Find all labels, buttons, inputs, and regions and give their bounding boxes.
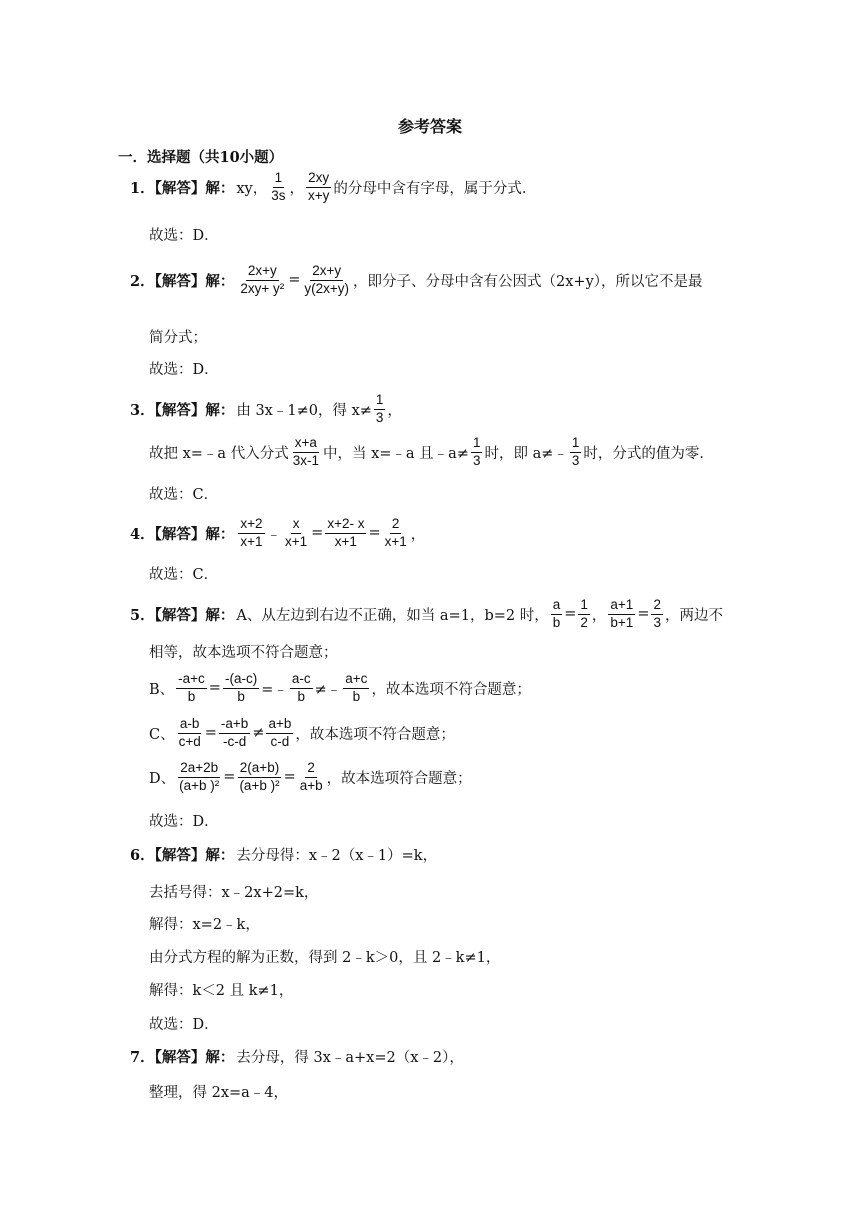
q4-fraction-3: $\frac{x+2- x}{x+1}$ [327, 515, 365, 549]
q5-fraction-a2: $\frac{1}{2}$ [580, 596, 588, 630]
q1-line: 1．【解答】解： xy， $\frac{1}{3s}$ ， $\frac{2xy}{x+y}$ 的分母中含有字母，属于分式． [130, 169, 537, 203]
q5-fraction-c1: $\frac{a-b}{c+d}$ [178, 715, 201, 749]
q5-fraction-c3: $\frac{a+b}{c-d}$ [268, 715, 292, 749]
q6-line-1: 6．【解答】解： 去分母得：x﹣2（x﹣1）=k， [130, 847, 438, 864]
q5-fraction-a4: $\frac{2}{3}$ [653, 596, 661, 630]
q5-line-c: C、 $\frac{a-b}{c+d}$ = $\frac{-a+b}{-c-d}$ ≠ $\frac{a+b}{c-d}$ ，故本选项不符合题意； [149, 715, 455, 749]
q5-line-b: B、 $\frac{-a+c}{b}$ = $\frac{-(a-c)}{b}$ =﹣ $\frac{a-c}{b}$ ≠﹣ $\frac{a+c}{b}$ ，故本选项不符合题意； [149, 670, 531, 704]
q2-tail: ，即分子、分母中含有公因式（2x+y），所以它不是最 [353, 273, 703, 290]
q5-fraction-b4: $\frac{a+c}{b}$ [345, 670, 368, 704]
q5-fraction-a3: $\frac{a+1}{b+1}$ [610, 596, 634, 630]
q5-fraction-a1: $\frac{a}{b}$ [552, 596, 561, 630]
q5-fraction-b1: $\frac{-a+c}{b}$ [178, 670, 205, 704]
page-title: 参考答案 [397, 117, 462, 136]
q3-line-1: 3．【解答】解： 由 3x﹣1≠0，得 x≠ $\frac{1}{3}$ ， [130, 391, 402, 425]
q4-fraction-4: $\frac{2}{x+1}$ [384, 515, 407, 549]
q7-line-1: 7．【解答】解： 去分母，得 3x﹣a+x=2（x﹣2）， [130, 1049, 464, 1066]
section-heading: 一．选择题（共10小题） [118, 149, 284, 166]
q2-fraction-2: $\frac{2x+y}{y(2x+y)}$ [304, 262, 350, 296]
q1-text: xy， [236, 180, 268, 197]
q4-fraction-1: $\frac{x+2}{x+1}$ [240, 515, 263, 549]
q2-fraction-1: $\frac{2x+y}{\text{2xy+ y²}}$ [240, 262, 285, 296]
q5-fraction-d1: $\frac{2a+2b}{\text{(a+b )²}}$ [179, 759, 220, 793]
q5-line-a-cont: 相等，故本选项不符合题意； [149, 645, 338, 661]
q6-line-5: 解得：k＜2 且 k≠1， [149, 983, 294, 999]
q5-fraction-d2: $\frac{2(a+b)}{\text{(a+b )²}}$ [239, 759, 280, 793]
q1-fraction-2: $\frac{2xy}{x+y}$ [307, 169, 330, 203]
q2-continuation: 简分式； [149, 330, 207, 346]
q5-fraction-b2: $\frac{-(a-c)}{b}$ [224, 670, 258, 704]
q3-fraction-1: $\frac{1}{3}$ [375, 391, 384, 425]
q3-fraction-4: $\frac{1}{3}$ [571, 434, 580, 468]
q3-fraction-2: $\frac{x+a}{3x-1}$ [292, 434, 319, 468]
q3-answer: 故选：C． [149, 487, 219, 503]
q5-fraction-d3: $\frac{2}{a+b}$ [299, 759, 323, 793]
q1-fraction-1: $\frac{1}{3s}$ [271, 169, 286, 203]
q5-fraction-b3: $\frac{a-c}{b}$ [291, 670, 311, 704]
q4-line: 4．【解答】解： $\frac{x+2}{x+1}$ ﹣ $\frac{x}{x+1}$ = $\frac{x+2- x}{x+1}$ = $\frac{2}{x+1}$ ， [130, 515, 426, 549]
q1-tail: 的分母中含有字母，属于分式． [333, 180, 537, 197]
q4-fraction-2: $\frac{x}{x+1}$ [285, 515, 308, 549]
q2-answer: 故选：D． [149, 362, 219, 378]
q1-number: 1．【解答】解： [130, 179, 235, 197]
q6-line-4: 由分式方程的解为正数，得到 2﹣k＞0，且 2﹣k≠1， [149, 950, 501, 966]
q6-line-3: 解得：x=2﹣k， [149, 917, 260, 933]
q3-line-2: 故把 x=﹣a 代入分式 $\frac{x+a}{3x-1}$ 中，当 x=﹣a 且﹣a≠ $\frac{1}{3}$ 时，即 a≠﹣ $\frac{1}{3}$ 时，分式的值为零． [149, 434, 714, 468]
q5-line-a: 5．【解答】解： A、从左边到右边不正确，如当 a=1，b=2 时， $\frac{a}{b}$ = $\frac{1}{2}$ ， $\frac{a+1}{b+1}$ = $\frac{2}{3}$ ，两边不 [130, 596, 723, 630]
q5-fraction-c2: $\frac{-a+b}{-c-d}$ [220, 715, 249, 749]
q3-fraction-3: $\frac{1}{3}$ [472, 434, 481, 468]
q7-line-2: 整理，得 2x=a﹣4， [149, 1085, 289, 1101]
q2-line: 2．【解答】解： $\frac{2x+y}{\text{2xy+ y²}}$ = $\frac{2x+y}{y(2x+y)}$ ，即分子、分母中含有公因式（2x+y），所以它不是最 [130, 262, 703, 296]
q1-answer: 故选：D． [149, 228, 219, 244]
q6-answer: 故选：D． [149, 1017, 219, 1033]
q4-answer: 故选：C． [149, 567, 219, 583]
q6-line-2: 去括号得：x﹣2x+2=k， [149, 885, 319, 901]
q5-answer: 故选：D． [149, 814, 219, 830]
q5-line-d: D、 $\frac{2a+2b}{\text{(a+b )²}}$ = $\frac{2(a+b)}{\text{(a+b )²}}$ = $\frac{2}{a+b}$ ，故本选项符合题意； [149, 759, 472, 793]
